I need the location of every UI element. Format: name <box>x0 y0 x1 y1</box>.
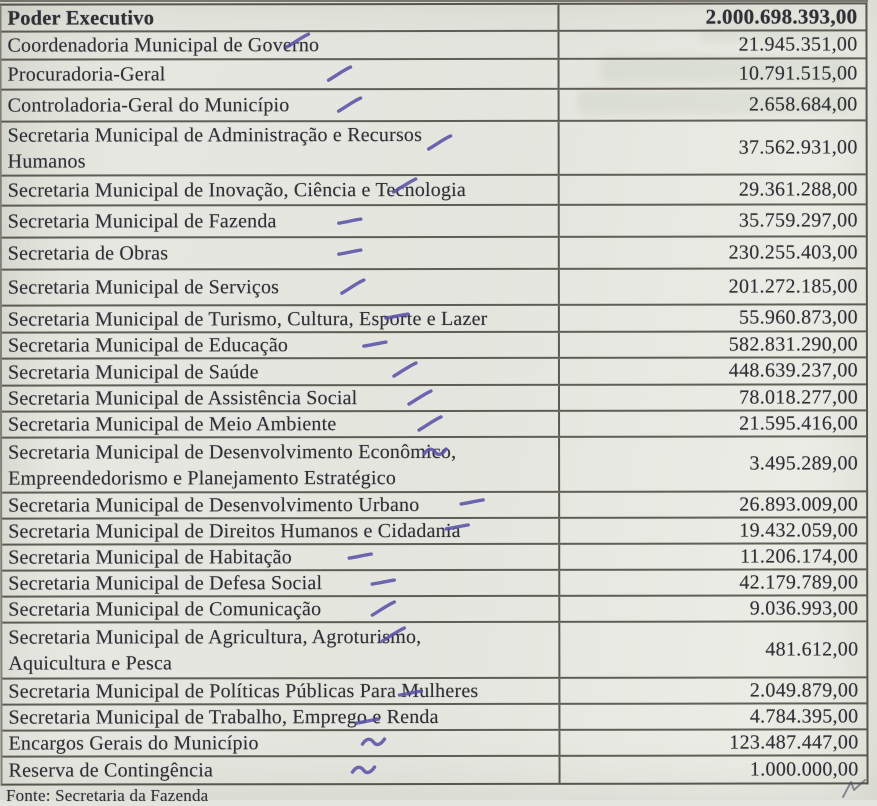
table-row <box>2 492 866 519</box>
table-row <box>2 678 866 705</box>
pen-checkmark-icon <box>427 134 453 152</box>
row-value-cell <box>560 89 866 119</box>
entity-name: Secretaria Municipal de Defesa Social <box>8 572 323 595</box>
entity-name: Secretaria Municipal de Agricultura, Agroturismo, Aquicultura e Pesca <box>8 626 422 675</box>
entity-name: Secretaria Municipal de Desenvolvimento Urbano <box>8 494 420 517</box>
pen-checkmark-icon <box>340 278 366 296</box>
entity-name: Secretaria Municipal de Educação <box>7 334 289 357</box>
budget-value: 19.432.059,00 <box>739 518 859 542</box>
row-value-cell <box>560 518 866 542</box>
budget-value: 35.759.297,00 <box>738 208 858 232</box>
row-name-cell <box>2 90 560 121</box>
table-row <box>2 730 866 757</box>
entity-name: Secretaria Municipal de Turismo, Cultura, Esporte e Lazer <box>7 307 488 331</box>
budget-value: 3.495.289,00 <box>749 452 859 475</box>
row-name-cell <box>2 597 560 622</box>
pen-checkmark-icon <box>360 733 386 751</box>
entity-name: Secretaria Municipal de Trabalho, Emprego e Renda <box>8 705 439 729</box>
budget-value: 21.595.416,00 <box>739 411 859 435</box>
entity-name: Secretaria Municipal de Políticas Públicas Para Mulheres <box>8 679 479 703</box>
budget-value: 2.658.684,00 <box>748 92 858 116</box>
table-row <box>2 596 866 623</box>
row-value-cell <box>560 269 866 303</box>
table-row <box>2 121 866 176</box>
entity-name: Encargos Gerais do Município <box>8 732 259 755</box>
budget-value: 448.639.237,00 <box>728 359 858 382</box>
entity-name: Coordenadoria Municipal de Governo <box>7 34 320 57</box>
row-value-cell <box>560 358 866 383</box>
table-row <box>2 704 866 731</box>
pen-checkmark-icon <box>347 548 373 566</box>
entity-name: Controladoria-Geral do Município <box>7 94 290 117</box>
pen-checkmark-icon <box>337 244 363 262</box>
row-name-cell <box>2 270 560 305</box>
budget-value: 26.893.009,00 <box>739 492 859 516</box>
table-row <box>2 518 866 545</box>
table-row <box>2 358 866 386</box>
budget-value: 582.831.290,00 <box>728 332 858 356</box>
row-value-cell <box>560 332 866 356</box>
table-row <box>1 4 865 32</box>
entity-name: Secretaria Municipal de Assistência Social <box>7 387 358 410</box>
row-value-cell <box>560 730 866 754</box>
pen-checkmark-icon <box>362 336 388 354</box>
entity-name: Secretaria Municipal de Desenvolvimento Econômico, Empreendedorismo e Planejamento Estratégico <box>8 440 457 490</box>
pen-checkmark-icon <box>337 213 363 231</box>
row-name-cell <box>2 493 560 518</box>
row-value-cell <box>560 59 866 87</box>
row-name-cell <box>3 757 561 784</box>
entity-name: Secretaria Municipal de Comunicação <box>8 598 322 621</box>
row-name-cell <box>2 571 560 596</box>
budget-value: 21.945.351,00 <box>738 32 858 56</box>
row-name-cell <box>2 359 560 385</box>
entity-name: Secretaria Municipal de Serviços <box>7 276 280 299</box>
entity-name: Secretaria de Obras <box>7 242 169 265</box>
row-name-cell <box>2 438 560 492</box>
row-value-cell <box>560 678 866 702</box>
entity-name: Secretaria Municipal de Habitação <box>8 546 292 569</box>
pen-checkmark-icon <box>327 65 353 83</box>
pen-scribble-icon <box>841 779 867 799</box>
budget-table <box>0 2 869 785</box>
budget-value: 2.049.879,00 <box>749 678 859 702</box>
pen-checkmark-icon <box>392 361 418 379</box>
row-value-cell <box>560 305 866 330</box>
row-name-cell <box>2 679 560 704</box>
table-row <box>2 59 866 90</box>
table-row <box>2 237 866 270</box>
entity-name: Procuradoria-Geral <box>7 63 166 86</box>
row-value-cell <box>560 121 866 173</box>
row-name-cell <box>2 333 560 358</box>
source-note: Fonte: Secretaria da Fazenda <box>6 786 209 805</box>
row-value-cell <box>560 492 866 516</box>
row-name-cell <box>2 386 560 411</box>
pen-checkmark-icon <box>370 574 396 592</box>
row-value-cell <box>560 544 866 568</box>
row-name-cell <box>2 623 560 678</box>
pen-checkmark-icon <box>407 389 433 407</box>
budget-value: 55.960.873,00 <box>738 306 858 329</box>
row-name-cell <box>1 5 559 31</box>
row-value-cell <box>560 237 866 267</box>
table-row <box>3 756 867 783</box>
budget-value: 201.272.185,00 <box>728 274 858 298</box>
row-value-cell <box>560 622 866 676</box>
row-name-cell <box>2 519 560 544</box>
row-name-cell <box>2 206 560 237</box>
entity-name: Secretaria Municipal de Meio Ambiente <box>8 413 337 436</box>
table-row <box>2 385 866 412</box>
budget-value: 10.791.515,00 <box>738 61 858 85</box>
row-value-cell <box>560 411 866 435</box>
table-row <box>2 175 866 206</box>
table-row <box>2 305 866 333</box>
entity-name: Poder Executivo <box>7 6 155 30</box>
table-row <box>2 544 866 571</box>
entity-name: Reserva de Contingência <box>8 759 214 782</box>
row-value-cell <box>560 437 866 490</box>
budget-value: 123.487.447,00 <box>729 730 859 754</box>
pen-checkmark-icon <box>351 761 377 779</box>
pen-checkmark-icon <box>337 96 363 114</box>
row-name-cell <box>2 238 560 269</box>
row-name-cell <box>2 705 560 730</box>
pen-checkmark-icon <box>459 494 485 512</box>
budget-value: 11.206.174,00 <box>740 544 859 568</box>
table-row <box>2 332 866 359</box>
pen-checkmark-icon <box>417 415 443 433</box>
row-value-cell <box>560 570 866 594</box>
table-row <box>2 89 866 122</box>
budget-value: 230.255.403,00 <box>728 240 858 264</box>
entity-name: Secretaria Municipal de Inovação, Ciência e Tecnologia <box>7 178 467 202</box>
table-row <box>2 269 866 306</box>
row-name-cell <box>2 176 560 205</box>
row-name-cell <box>2 306 560 332</box>
row-value-cell <box>560 175 866 203</box>
budget-value: 9.036.993,00 <box>749 596 859 620</box>
row-name-cell <box>2 545 560 570</box>
entity-name: Secretaria Municipal de Fazenda <box>7 210 277 233</box>
row-value-cell <box>559 31 865 57</box>
row-value-cell <box>561 756 867 782</box>
budget-value: 481.612,00 <box>765 637 859 661</box>
row-value-cell <box>560 385 866 409</box>
row-name-cell <box>2 412 560 437</box>
table-row <box>2 622 866 679</box>
entity-name: Secretaria Municipal de Administração e Recursos Humanos <box>7 124 423 173</box>
table-row <box>2 411 866 438</box>
budget-value: 29.361.288,00 <box>738 177 858 201</box>
entity-name: Secretaria Municipal de Saúde <box>7 360 259 384</box>
table-row <box>2 570 866 597</box>
row-name-cell <box>2 122 560 175</box>
table-row <box>1 31 865 60</box>
table-row <box>2 205 866 238</box>
row-value-cell <box>560 205 866 235</box>
budget-value: 42.179.789,00 <box>739 570 859 594</box>
row-value-cell <box>560 704 866 728</box>
row-value-cell <box>560 596 866 620</box>
budget-value: 37.562.931,00 <box>738 135 858 159</box>
entity-name: Secretaria Municipal de Direitos Humanos e Cidadania <box>8 519 461 543</box>
pen-checkmark-icon <box>370 600 396 618</box>
budget-value: 78.018.277,00 <box>739 385 859 409</box>
row-name-cell <box>2 731 560 756</box>
row-value-cell <box>559 4 865 29</box>
row-name-cell <box>2 60 560 89</box>
table-row <box>2 437 866 493</box>
budget-value: 1.000.000,00 <box>749 757 859 781</box>
budget-value: 4.784.395,00 <box>749 704 859 728</box>
row-name-cell <box>1 32 559 59</box>
budget-value: 2.000.698.393,00 <box>705 4 858 29</box>
